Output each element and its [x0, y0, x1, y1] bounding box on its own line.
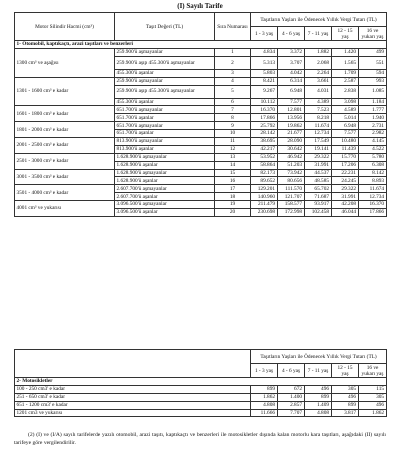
header-age-cell: 7 - 11 yaş: [305, 364, 332, 378]
vehicle-value-cell: 455.300'ü aşanlar: [115, 69, 215, 77]
tax-amount-cell: 80.656: [278, 177, 305, 185]
tax-amount-cell: 2.838: [332, 85, 359, 98]
vehicle-value-cell: 651.700'ü aşmayanlar: [115, 122, 215, 130]
tax-amount-cell: 899: [332, 401, 359, 409]
header-group-cell: Taşıtların Yaşları ile Ödenecek Yıllık Vergi Tutarı (TL): [251, 350, 387, 364]
tax-amount-cell: 8.218: [305, 114, 332, 122]
order-number-cell: 2: [215, 56, 251, 69]
engine-size-cell: 251 - 650 cm3' e kadar: [15, 393, 251, 401]
tax-amount-cell: 93.917: [305, 201, 332, 209]
tax-amount-cell: 129.201: [251, 185, 278, 193]
header-empty-cell: [15, 350, 251, 378]
tax-amount-cell: 89.652: [251, 177, 278, 185]
table-row: [15, 201, 387, 209]
tax-amount-cell: 1.709: [332, 69, 359, 77]
order-number-cell: 19: [215, 201, 251, 209]
tax-amount-cell: 6.314: [278, 77, 305, 85]
section-row: [15, 41, 387, 49]
tax-amount-cell: 58.864: [251, 161, 278, 169]
tax-amount-cell: 8.421: [251, 77, 278, 85]
tax-amount-cell: 899: [251, 385, 278, 393]
tax-amount-cell: 17.866: [359, 209, 387, 217]
tax-amount-cell: 899: [305, 393, 332, 401]
order-number-cell: 4: [215, 77, 251, 85]
tax-amount-cell: 30.642: [278, 145, 305, 153]
tax-amount-cell: 4.031: [305, 85, 332, 98]
vehicle-value-cell: 813.900'ü aşmayanlar: [115, 138, 215, 146]
engine-size-cell: 1300 cm³ ve aşağısı: [15, 48, 115, 77]
order-number-cell: 15: [215, 169, 251, 177]
tax-amount-cell: 1.420: [332, 48, 359, 56]
table-row: [15, 153, 387, 161]
vehicle-value-cell: 259.900'ü aşıp 455.300'ü aşmayanlar: [115, 85, 215, 98]
tax-amount-cell: 22.231: [332, 169, 359, 177]
order-number-cell: 16: [215, 177, 251, 185]
tax-amount-cell: 1.940: [359, 114, 387, 122]
tax-amount-cell: 73.942: [278, 169, 305, 177]
tax-amount-cell: 140.960: [251, 193, 278, 201]
tax-amount-cell: 71.687: [305, 193, 332, 201]
tax-amount-cell: 25.792: [251, 122, 278, 130]
tax-amount-cell: 1.862: [359, 409, 387, 417]
header-age-cell: 1 - 3 yaş: [251, 27, 278, 41]
tax-amount-cell: 51.203: [278, 161, 305, 169]
vehicle-value-cell: 651.700'ü aşanlar: [115, 130, 215, 138]
tax-amount-cell: 12.801: [278, 106, 305, 114]
section-row: [15, 378, 387, 386]
tax-amount-cell: 4.834: [251, 48, 278, 56]
tax-amount-cell: 3.661: [305, 77, 332, 85]
table-row: [15, 138, 387, 146]
table-row: [15, 393, 387, 401]
tax-amount-cell: 594: [359, 69, 387, 77]
tax-amount-cell: 16.370: [251, 106, 278, 114]
order-number-cell: 13: [215, 153, 251, 161]
tax-amount-cell: 7.523: [305, 106, 332, 114]
engine-size-cell: 2501 - 3000 cm³ e kadar: [15, 153, 115, 169]
tax-amount-cell: 5.313: [251, 56, 278, 69]
vehicle-value-cell: 259.900'ü aşmayanlar: [115, 77, 215, 85]
tax-amount-cell: 12.734: [305, 130, 332, 138]
tax-amount-cell: 15.770: [332, 153, 359, 161]
page-title: (I) Sayılı Tarife: [177, 2, 223, 10]
tax-amount-cell: 111.570: [278, 185, 305, 193]
tax-amount-cell: 2.731: [359, 122, 387, 130]
vehicle-value-cell: 1.628.900'ü aşanlar: [115, 177, 215, 185]
tax-amount-cell: 38.695: [251, 138, 278, 146]
tax-amount-cell: 31.991: [305, 161, 332, 169]
tax-amount-cell: 11.666: [251, 409, 278, 417]
tax-amount-cell: 2.857: [278, 401, 305, 409]
tax-amount-cell: 115: [359, 385, 387, 393]
header-age-cell: 1 - 3 yaş: [251, 364, 278, 378]
tax-amount-cell: 2.068: [305, 56, 332, 69]
tax-amount-cell: 44.537: [305, 169, 332, 177]
tax-amount-cell: 172.998: [278, 209, 305, 217]
vehicle-value-cell: 3.096.500'ü aşmayanlar: [115, 201, 215, 209]
order-number-cell: 1: [215, 48, 251, 56]
header-age-cell: 4 - 6 yaş: [278, 27, 305, 41]
tax-amount-cell: 42.208: [332, 201, 359, 209]
engine-size-cell: 651 - 1200 cm3' e kadar: [15, 401, 251, 409]
tax-amount-cell: 10.112: [251, 98, 278, 106]
tax-amount-cell: 19.862: [278, 122, 305, 130]
order-number-cell: 6: [215, 98, 251, 106]
header-age-cell: 12 - 15 yaş: [332, 27, 359, 41]
engine-size-cell: 4001 cm³ ve yukarısı: [15, 201, 115, 217]
tax-amount-cell: 158.577: [278, 201, 305, 209]
tax-amount-cell: 4.589: [332, 106, 359, 114]
table-row: [15, 385, 387, 393]
tax-amount-cell: 1.882: [305, 48, 332, 56]
tariff-table-cars: [14, 12, 387, 217]
tax-amount-cell: 499: [359, 48, 387, 56]
table-row: [15, 169, 387, 177]
tax-amount-cell: 121.707: [278, 193, 305, 201]
tax-amount-cell: 1.409: [305, 401, 332, 409]
tax-amount-cell: 1.184: [359, 98, 387, 106]
tax-amount-cell: 3.817: [332, 409, 359, 417]
order-number-cell: 5: [215, 85, 251, 98]
engine-size-cell: 2001 - 2500 cm³ e kadar: [15, 138, 115, 154]
tax-amount-cell: 3.098: [332, 98, 359, 106]
tax-amount-cell: 5.803: [251, 69, 278, 77]
header-value-cell: Taşıt Değeri (TL): [115, 13, 215, 41]
tax-amount-cell: 53.952: [251, 153, 278, 161]
header-age-cell: 16 ve yukarı yaş: [359, 364, 387, 378]
vehicle-value-cell: 455.300'ü aşanlar: [115, 98, 215, 106]
order-number-cell: 20: [215, 209, 251, 217]
order-number-cell: 11: [215, 138, 251, 146]
table-row: [15, 48, 387, 56]
tax-amount-cell: 230.698: [251, 209, 278, 217]
tax-amount-cell: 1.565: [332, 56, 359, 69]
header-row: [15, 13, 387, 27]
tax-amount-cell: 2.982: [359, 130, 387, 138]
tax-amount-cell: 8.142: [359, 169, 387, 177]
tax-amount-cell: 46.942: [278, 153, 305, 161]
tax-amount-cell: 11.439: [332, 145, 359, 153]
tax-amount-cell: 21.677: [278, 130, 305, 138]
vehicle-value-cell: 813.900'ü aşanlar: [115, 145, 215, 153]
tax-amount-cell: 4.042: [278, 69, 305, 77]
tax-amount-cell: 672: [278, 385, 305, 393]
vehicle-value-cell: 3.096.500'ü aşanlar: [115, 209, 215, 217]
tax-amount-cell: 4.808: [305, 409, 332, 417]
tax-amount-cell: 17.549: [305, 138, 332, 146]
tax-amount-cell: 7.577: [278, 98, 305, 106]
tax-amount-cell: 5.014: [332, 114, 359, 122]
engine-size-cell: 1601 - 1800 cm³ e kadar: [15, 106, 115, 122]
tax-amount-cell: 10.480: [332, 138, 359, 146]
tax-amount-cell: 2.264: [305, 69, 332, 77]
engine-size-cell: 1301 - 1600 cm³ e kadar: [15, 77, 115, 106]
tax-amount-cell: 6.948: [332, 122, 359, 130]
table-row: [15, 401, 387, 409]
tax-amount-cell: 28.142: [251, 130, 278, 138]
tax-amount-cell: 11.674: [359, 185, 387, 193]
header-age-cell: 12 - 15 yaş: [332, 364, 359, 378]
tax-amount-cell: 8.893: [359, 177, 387, 185]
engine-size-cell: 3501 - 4000 cm³ e kadar: [15, 185, 115, 201]
tax-amount-cell: 2.587: [332, 77, 359, 85]
section-title: 1- Otomobil, kaptıkaçtı, arazi taşıtları ve benzerleri: [15, 41, 387, 49]
tax-amount-cell: 496: [305, 385, 332, 393]
table-row: [15, 122, 387, 130]
engine-size-cell: 100 - 250 cm3' e kadar: [15, 385, 251, 393]
tax-amount-cell: 31.991: [332, 193, 359, 201]
tax-amount-cell: 102.458: [305, 209, 332, 217]
tax-amount-cell: 1.400: [278, 393, 305, 401]
order-number-cell: 9: [215, 122, 251, 130]
order-number-cell: 17: [215, 185, 251, 193]
tax-amount-cell: 46.044: [332, 209, 359, 217]
vehicle-value-cell: 651.700'ü aşmayanlar: [115, 106, 215, 114]
tax-amount-cell: 7.577: [332, 130, 359, 138]
tax-amount-cell: 1.085: [359, 85, 387, 98]
footnote-paragraph: [14, 432, 386, 448]
engine-size-cell: 1201 cm3 ve yukarısı: [15, 409, 251, 417]
tax-amount-cell: 29.322: [332, 185, 359, 193]
order-number-cell: 7: [215, 106, 251, 114]
tax-amount-cell: 19.141: [305, 145, 332, 153]
tax-amount-cell: 993: [359, 77, 387, 85]
table-row: [15, 409, 387, 417]
tax-amount-cell: 7.707: [278, 409, 305, 417]
engine-size-cell: 1801 - 2000 cm³ e kadar: [15, 122, 115, 138]
tax-amount-cell: 42.217: [251, 145, 278, 153]
vehicle-value-cell: 1.628.900'ü aşmayanlar: [115, 169, 215, 177]
vehicle-value-cell: 259.900'ü aşıp 455.300'ü aşmayanlar: [115, 56, 215, 69]
header-group-cell: Taşıtların Yaşları ile Ödenecek Yıllık Vergi Tutarı (TL): [251, 13, 387, 27]
tax-amount-cell: 305: [359, 393, 387, 401]
table-row: [15, 77, 387, 85]
tariff-table-motorcycles: [14, 349, 387, 417]
tax-amount-cell: 496: [332, 393, 359, 401]
tax-amount-cell: 551: [359, 56, 387, 69]
footnote-text: (2) (I) ve (I/A) sayılı tarifelerde yazılı otomobil, arazi taşıtı, kaptıkaçtı ve benzerleri ile motosikletler dışında kalan motorlu kara taşıtları, aşağıdaki (II) sayılı tarifeye göre vergilendirilir.: [14, 432, 386, 446]
tax-amount-cell: 17.866: [251, 114, 278, 122]
tax-amount-cell: 1.777: [359, 106, 387, 114]
tax-amount-cell: 5.780: [359, 153, 387, 161]
tax-amount-cell: 6.948: [278, 85, 305, 98]
vehicle-value-cell: 651.700'ü aşanlar: [115, 114, 215, 122]
header-age-cell: 4 - 6 yaş: [278, 364, 305, 378]
tax-amount-cell: 4.522: [359, 145, 387, 153]
header-row: [15, 350, 387, 364]
tax-amount-cell: 4.145: [359, 138, 387, 146]
vehicle-value-cell: 259.900'ü aşmayanlar: [115, 48, 215, 56]
order-number-cell: 18: [215, 193, 251, 201]
tax-amount-cell: 29.322: [305, 153, 332, 161]
engine-size-cell: 3001 - 3500 cm³ e kadar: [15, 169, 115, 185]
vehicle-value-cell: 2.607.700'ü aşanlar: [115, 193, 215, 201]
tax-amount-cell: 3.707: [278, 56, 305, 69]
vehicle-value-cell: 1.628.900'ü aşmayanlar: [115, 153, 215, 161]
table-row: [15, 185, 387, 193]
tax-amount-cell: 4.808: [251, 401, 278, 409]
tax-amount-cell: 11.674: [305, 122, 332, 130]
tax-amount-cell: 28.090: [278, 138, 305, 146]
vehicle-value-cell: 2.607.700'ü aşmayanlar: [115, 185, 215, 193]
tax-amount-cell: 13.956: [278, 114, 305, 122]
order-number-cell: 10: [215, 130, 251, 138]
tax-amount-cell: 1.862: [251, 393, 278, 401]
section-title: 2- Motosikletler: [15, 378, 387, 386]
table-row: [15, 106, 387, 114]
header-motor-cell: Motor Silindir Hacmi (cm³): [15, 13, 115, 41]
header-sira-cell: Sıra Numarası: [215, 13, 251, 41]
tax-amount-cell: 16.370: [359, 201, 387, 209]
tax-amount-cell: 211.479: [251, 201, 278, 209]
tax-amount-cell: 3.372: [278, 48, 305, 56]
tax-amount-cell: 82.173: [251, 169, 278, 177]
order-number-cell: 8: [215, 114, 251, 122]
tax-amount-cell: 12.734: [359, 193, 387, 201]
tax-amount-cell: 6.308: [359, 161, 387, 169]
tax-amount-cell: 65.702: [305, 185, 332, 193]
vehicle-value-cell: 1.628.900'ü aşanlar: [115, 161, 215, 169]
tax-amount-cell: 496: [359, 401, 387, 409]
tax-amount-cell: 48.585: [305, 177, 332, 185]
order-number-cell: 14: [215, 161, 251, 169]
tax-amount-cell: 9.267: [251, 85, 278, 98]
order-number-cell: 12: [215, 145, 251, 153]
tax-amount-cell: 305: [332, 385, 359, 393]
tax-amount-cell: 24.245: [332, 177, 359, 185]
tax-amount-cell: 4.389: [305, 98, 332, 106]
header-age-cell: 16 ve yukarı yaş: [359, 27, 387, 41]
tax-amount-cell: 17.206: [332, 161, 359, 169]
header-age-cell: 7 - 11 yaş: [305, 27, 332, 41]
order-number-cell: 3: [215, 69, 251, 77]
